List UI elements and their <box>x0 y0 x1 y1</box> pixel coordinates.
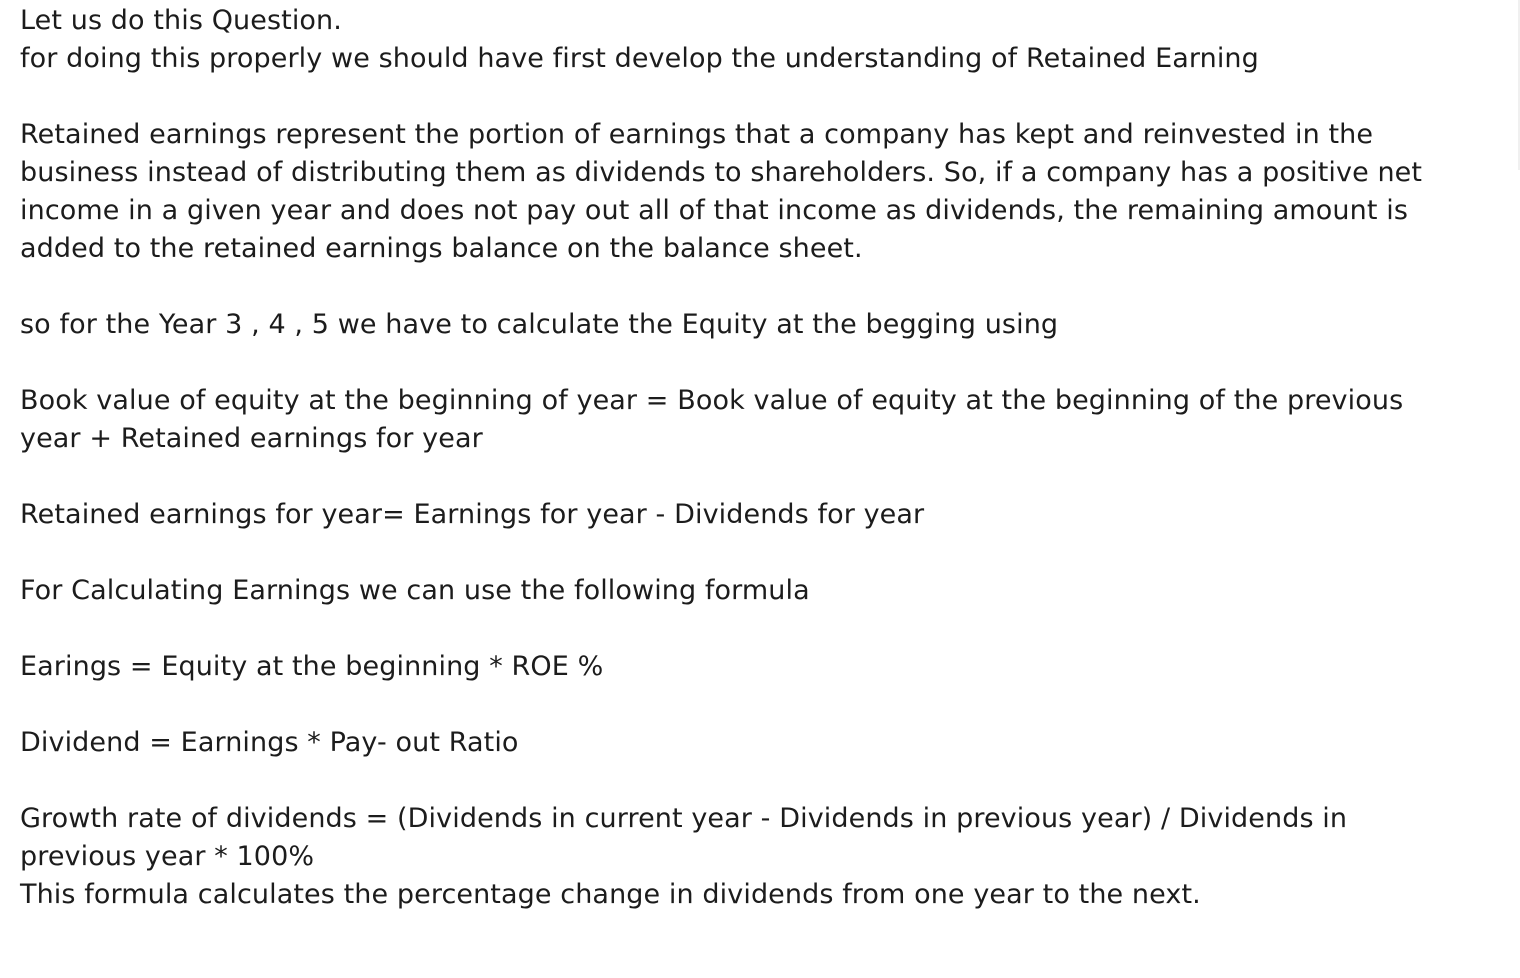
years-line: so for the Year 3 , 4 , 5 we have to calculate the Equity at the begging using <box>20 309 1059 340</box>
spacer <box>20 268 1520 306</box>
earnings-formula: Earings = Equity at the beginning * ROE % <box>20 651 604 682</box>
growth-explanation: This formula calculates the percentage change in dividends from one year to the next. <box>20 879 1201 910</box>
book-value-formula <box>20 382 1520 458</box>
retained-earnings-definition <box>20 116 1520 268</box>
text-line: previous year * 100% <box>20 841 315 872</box>
text-line: income in a given year and does not pay out all of that income as dividends, the remaining amount is <box>20 195 1408 226</box>
spacer <box>20 534 1520 572</box>
text-line: business instead of distributing them as dividends to shareholders. So, if a company has a positive net <box>20 157 1423 188</box>
text-line: year + Retained earnings for year <box>20 423 483 454</box>
spacer <box>20 458 1520 496</box>
growth-rate-formula <box>20 800 1520 876</box>
text-line: Growth rate of dividends = (Dividends in current year - Dividends in previous year) / Dividends in <box>20 803 1348 834</box>
spacer <box>20 762 1520 800</box>
dividend-formula: Dividend = Earnings * Pay- out Ratio <box>20 727 519 758</box>
text-line: added to the retained earnings balance on the balance sheet. <box>20 233 863 264</box>
spacer <box>20 686 1520 724</box>
spacer <box>20 344 1520 382</box>
text-line: Book value of equity at the beginning of year = Book value of equity at the beginning of the previous <box>20 385 1404 416</box>
spacer <box>20 610 1520 648</box>
text-line: Retained earnings represent the portion of earnings that a company has kept and reinvested in the <box>20 119 1374 150</box>
earnings-intro: For Calculating Earnings we can use the following formula <box>20 575 810 606</box>
intro-line-2: for doing this properly we should have first develop the understanding of Retained Earning <box>20 43 1259 74</box>
retained-earnings-formula: Retained earnings for year= Earnings for year - Dividends for year <box>20 499 925 530</box>
spacer <box>20 78 1520 116</box>
intro-line-1: Let us do this Question. <box>20 5 342 36</box>
